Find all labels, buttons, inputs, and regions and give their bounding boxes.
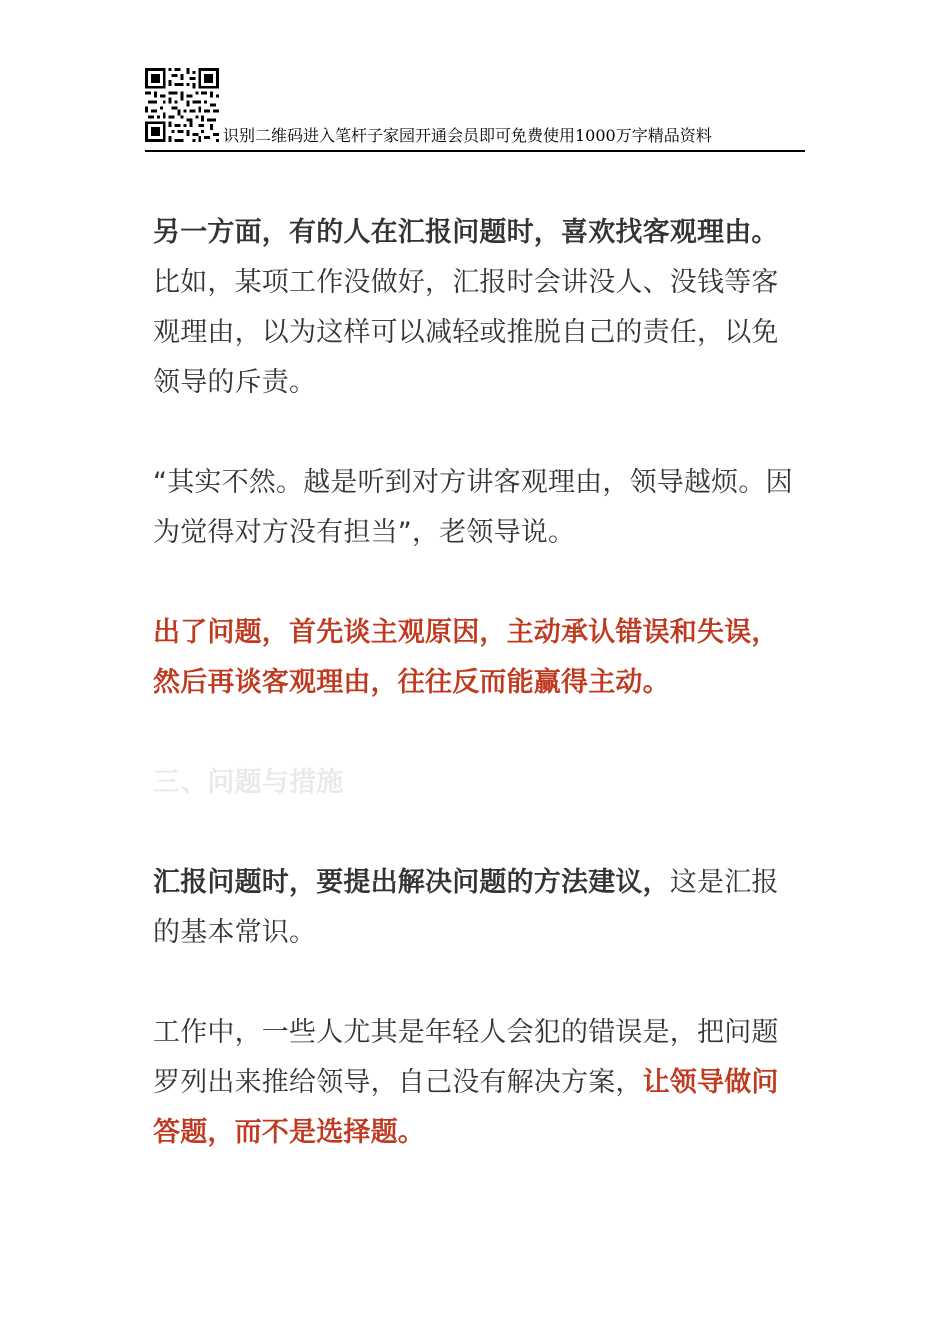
paragraph-bold-lead: 汇报问题时，要提出解决问题的方法建议，: [153, 867, 670, 898]
qr-code-icon: [145, 68, 219, 142]
highlighted-text: 出了问题，首先谈主观原因，主动承认错误和失误，然后再谈客观理由，往往反而能赢得主动。: [153, 617, 779, 698]
highlighted-text: 让领导做问答题，而不是选择题。: [153, 1067, 779, 1148]
header-divider: [145, 150, 805, 152]
header-promo-text: 识别二维码进入笔杆子家园开通会员即可免费使用1000万字精品资料: [223, 126, 712, 145]
paragraph-text: 这是汇报的基本常识。: [153, 867, 779, 948]
paragraph-objective-reasons: [153, 208, 803, 408]
paragraph-spacer: [153, 958, 803, 1008]
paragraph-text: 比如，某项工作没做好，汇报时会讲没人、没钱等客观理由，以为这样可以减轻或推脱自己的责任，以免领导的斥责。: [153, 267, 779, 398]
section-heading: 三、问题与措施: [153, 767, 344, 798]
page-header: [145, 68, 805, 152]
paragraph-bold-lead: 另一方面，有的人在汇报问题时，喜欢找客观理由。: [153, 217, 779, 248]
paragraph-spacer: [153, 408, 803, 458]
paragraph-spacer: [153, 808, 803, 858]
paragraph-spacer: [153, 708, 803, 758]
paragraph-quote: [153, 458, 803, 558]
paragraph-key-point: [153, 608, 803, 708]
quote-text: “其实不然。越是听到对方讲客观理由，领导越烦。因为觉得对方没有担当”，老领导说。: [153, 467, 793, 548]
paragraph-spacer: [153, 558, 803, 608]
paragraph-text: 工作中，一些人尤其是年轻人会犯的错误是，把问题罗列出来推给领导，自己没有解决方案，: [153, 1017, 779, 1098]
paragraph-common-mistake: [153, 1008, 803, 1158]
document-body: [153, 208, 803, 1158]
paragraph-suggestions: [153, 858, 803, 958]
